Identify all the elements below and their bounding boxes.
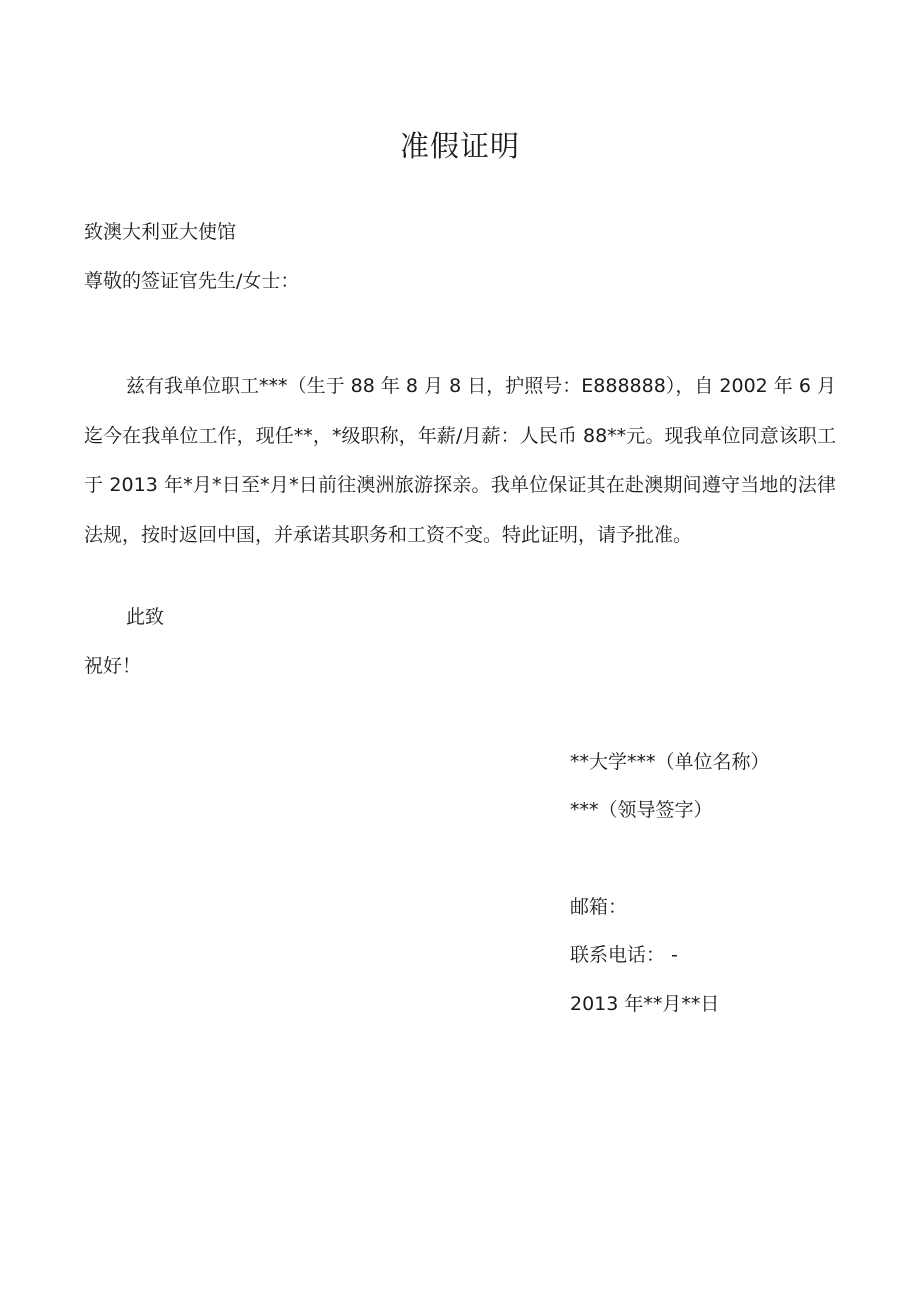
closing-line-1: 此致 [126,606,165,628]
signature-unit: **大学***（单位名称） [570,751,770,773]
closing-line-2: 祝好！ [84,655,142,677]
addressee-line: 致澳大利亚大使馆 [84,221,237,243]
body-paragraph: 兹有我单位职工***（生于 88 年 8 月 8 日，护照号：E888888），自 2002 年 6 月迄今在我单位工作，现任**，*级职称，年薪/月薪：人民币 88**元。现我单位同意该职工于 2013 年*月*日至*月*日前往澳洲旅游探亲。我单位保证其在赴澳期间遵守当地的法律法规，按时返回中国，并承诺其职务和工资不变。特此证明，请予批准。 [84,375,836,546]
signature-date: 2013 年**月**日 [570,993,720,1015]
signature-phone: 联系电话： - [570,944,678,966]
signature-leader: ***（领导签字） [570,799,713,821]
document-title: 准假证明 [399,129,520,163]
signature-email: 邮箱： [570,896,628,918]
salutation-line: 尊敬的签证官先生/女士： [84,270,300,292]
